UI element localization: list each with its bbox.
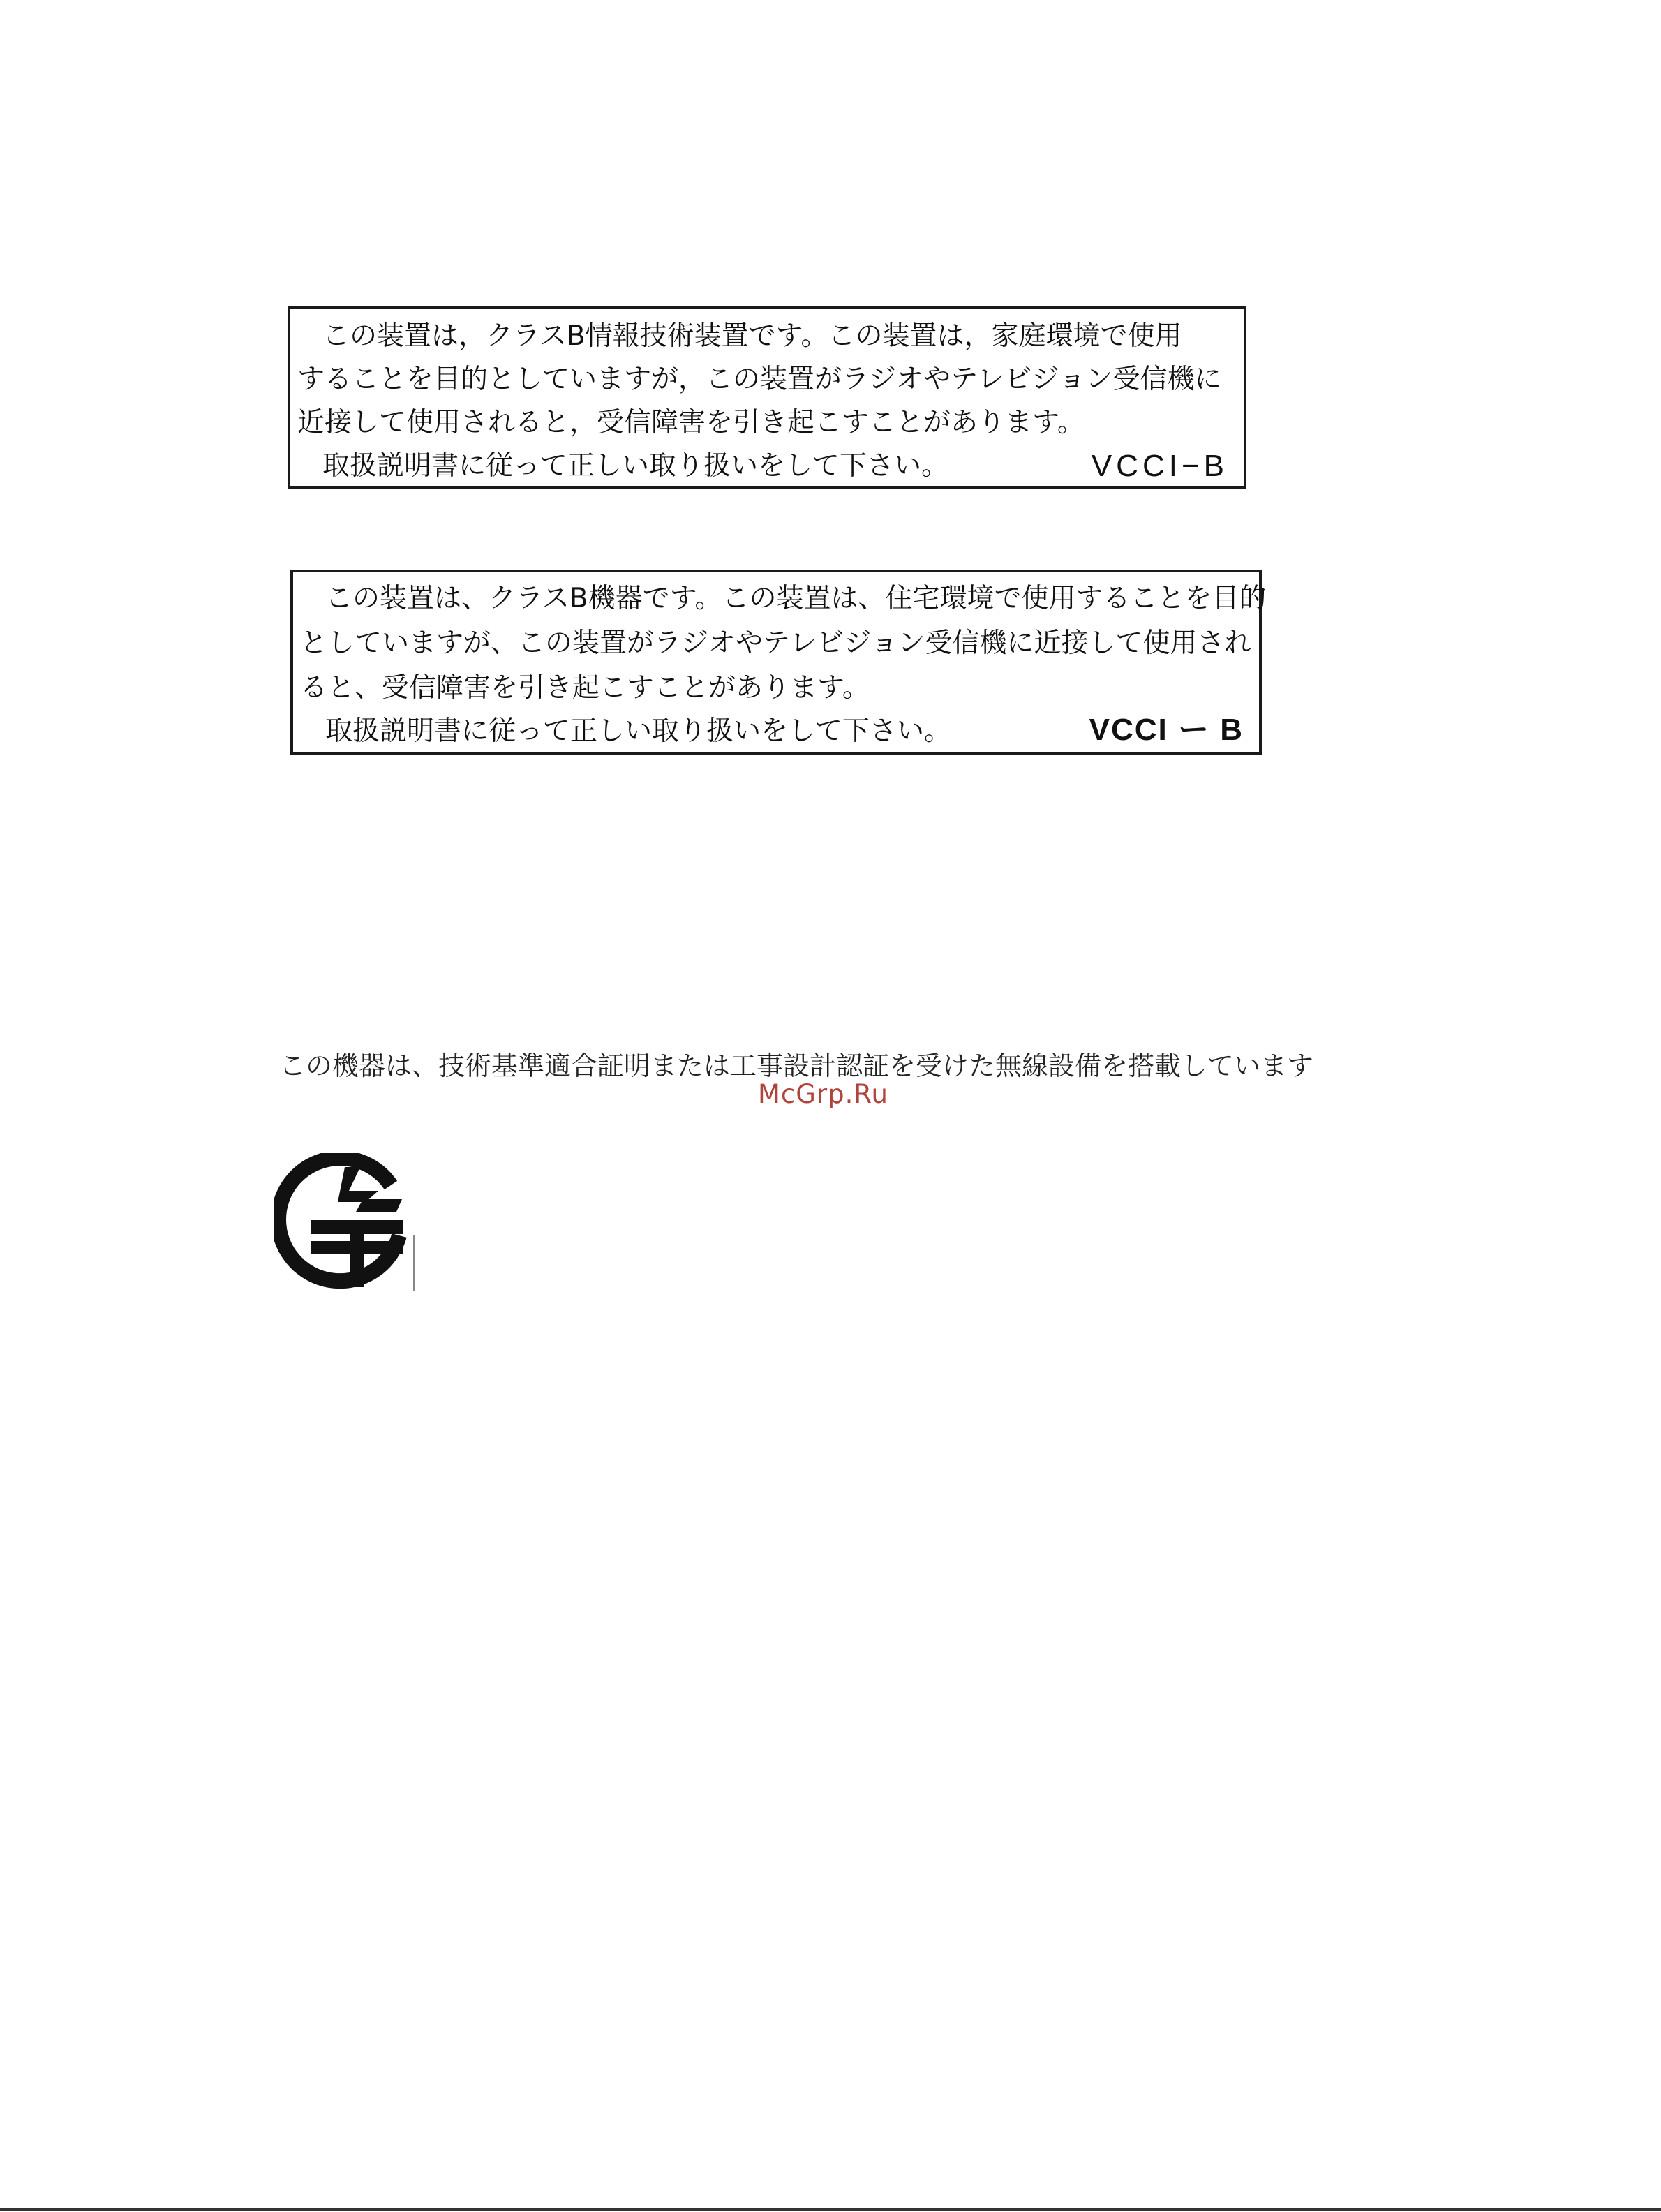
vcci-b-mark-1: VCCI−B bbox=[1091, 449, 1228, 483]
notice-1-line-1: この装置は，クラスB情報技術装置です。この装置は，家庭環境で使用 bbox=[322, 320, 1182, 352]
notice-1-line-4: 取扱説明書に従って正しい取り扱いをして下さい。 bbox=[322, 450, 949, 482]
vcci-notice-box-1 bbox=[288, 306, 1246, 489]
footer-rule bbox=[0, 2208, 1661, 2211]
vcci-notice-box-2 bbox=[290, 570, 1267, 755]
radio-certification-statement: この機器は、技術基準適合証明または工事設計認証を受けた無線設備を搭載しています bbox=[279, 1051, 1314, 1081]
notice-2-line-2: としていますが、この装置がラジオやテレビジョン受信機に近接して使用され bbox=[300, 628, 1252, 659]
watermark-text: McGrp.Ru bbox=[758, 1079, 888, 1109]
notice-2-line-3: ると、受信障害を引き起こすことがあります。 bbox=[300, 672, 870, 704]
vcci-b-mark-2: VCCI ー B bbox=[1089, 713, 1244, 747]
notice-2-line-1: この装置は、クラスB機器です。この装置は、住宅環境で使用することを目的 bbox=[325, 583, 1267, 614]
notice-2-line-4: 取扱説明書に従って正しい取り扱いをして下さい。 bbox=[325, 715, 952, 747]
notice-1-line-3: 近接して使用されると，受信障害を引き起こすことがあります。 bbox=[297, 407, 1085, 438]
giteki-certification-mark-icon bbox=[274, 1153, 417, 1293]
notice-1-line-2: することを目的としていますが，この装置がラジオやテレビジョン受信機に bbox=[297, 364, 1222, 395]
